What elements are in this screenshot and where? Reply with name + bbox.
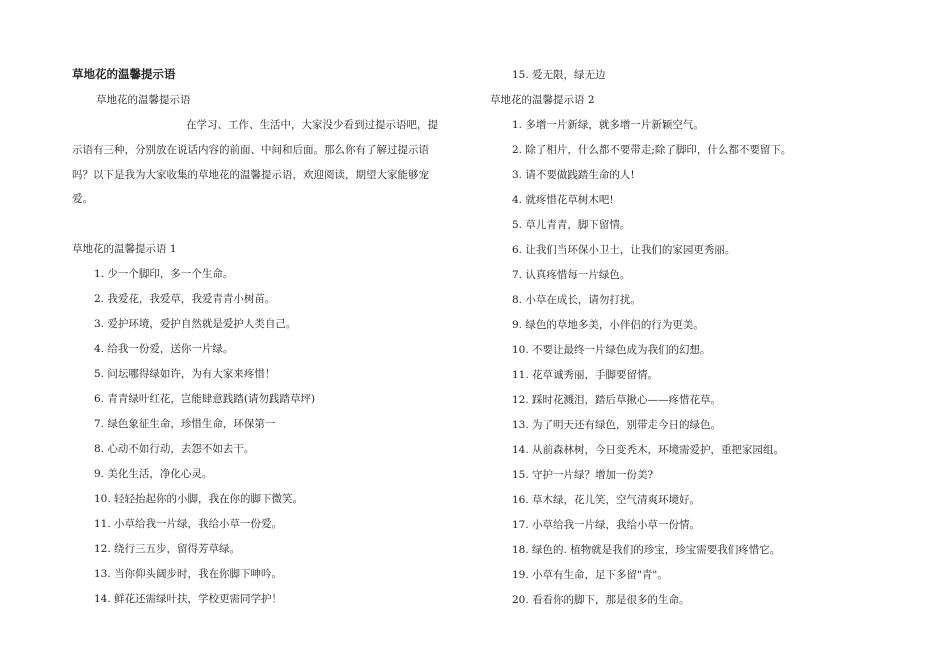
intro-line: 吗？以下是我为大家收集的草地花的温馨提示语，欢迎阅读，期望大家能够宠 (72, 169, 429, 181)
list-item: 14. 鲜花还需绿叶扶，学校更需同学护！ (94, 593, 283, 605)
list-item: 16. 草木绿，花儿笑，空气清爽环境好。 (512, 494, 701, 506)
list-item: 11. 花草诚秀丽，手脚要留情。 (512, 369, 659, 381)
list-item: 8. 心动不如行动，去怨不如去干。 (94, 443, 255, 455)
list-item: 4. 给我一份爱，送你一片绿。 (94, 343, 234, 355)
list-item: 5. 草儿青青，脚下留情。 (512, 219, 631, 231)
list-item: 6. 青青绿叶红花，岂能肆意践踏(请勿践踏草坪) (94, 393, 316, 405)
list-item: 17. 小草给我一片绿，我给小草一份情。 (512, 519, 701, 531)
list-item: 14. 从前森林树，今日变秃木，环境需爱护，重把家园组。 (512, 444, 785, 456)
list-item: 10. 轻轻抬起你的小脚，我在你的脚下微笑。 (94, 493, 304, 505)
list-item: 13. 当你仰头阔步时，我在你脚下呻吟。 (94, 568, 283, 580)
list-item: 1. 少一个脚印，多一个生命。 (94, 268, 234, 280)
list-item: 9. 绿色的草地多美，小伴侣的行为更美。 (512, 319, 704, 331)
list-item: 20. 看看你的脚下，那是很多的生命。 (512, 594, 690, 606)
page-title: 草地花的温馨提示语 (72, 67, 176, 81)
intro-line: 示语有三种，分别放在说话内容的前面、中间和后面。那么你有了解过提示语 (72, 144, 429, 156)
subtitle: 草地花的温馨提示语 (96, 94, 191, 106)
list-item: 13. 为了明天还有绿色，别带走今日的绿色。 (512, 419, 722, 431)
list-item: 10. 不要让最终一片绿色成为我们的幻想。 (512, 344, 711, 356)
list-item: 3. 请不要做践踏生命的人! (512, 169, 635, 181)
list-item: 15. 爱无限，绿无边 (512, 69, 606, 81)
list-item: 3. 爱护环境，爱护自然就是爱护人类自己。 (94, 318, 297, 330)
list-item: 19. 小草有生命，足下多留"青"。 (512, 569, 668, 581)
list-item: 2. 我爱花，我爱草，我爱青青小树苗。 (94, 293, 276, 305)
list-item: 8. 小草在成长，请勿打扰。 (512, 294, 641, 306)
list-item: 7. 绿色象征生命，珍惜生命，环保第一 (94, 418, 276, 430)
list-item: 2. 除了相片，什么都不要带走;除了脚印，什么都不要留下。 (512, 144, 792, 156)
intro-line: 爱。 (72, 193, 93, 205)
list-item: 9. 美化生活，净化心灵。 (94, 468, 213, 480)
list-item: 1. 多增一片新绿，就多增一片新颖空气。 (512, 119, 704, 131)
list-item: 7. 认真疼惜每一片绿色。 (512, 269, 631, 281)
list-item: 15. 守护一片绿？增加一份美? (512, 469, 654, 481)
list-item: 12. 踩时花溅泪，踏后草揪心——疼惜花草。 (512, 394, 722, 406)
list-item: 4. 就疼惜花草树木吧! (512, 194, 614, 206)
list-item: 12. 绕行三五步，留得芳草绿。 (94, 543, 241, 555)
list-item: 11. 小草给我一片绿，我给小草一份爱。 (94, 518, 283, 530)
section-heading: 草地花的温馨提示语 1 (72, 243, 177, 255)
list-item: 5. 问坛哪得绿如许，为有大家来疼惜！ (94, 368, 276, 380)
section-heading: 草地花的温馨提示语 2 (490, 94, 595, 106)
intro-line: 在学习、工作、生活中，大家没少看到过提示语吧，提 (186, 119, 438, 131)
list-item: 18. 绿色的. 植物就是我们的珍宝，珍宝需要我们疼惜它。 (512, 544, 781, 556)
list-item: 6. 让我们当环保小卫士，让我们的家园更秀丽。 (512, 244, 736, 256)
